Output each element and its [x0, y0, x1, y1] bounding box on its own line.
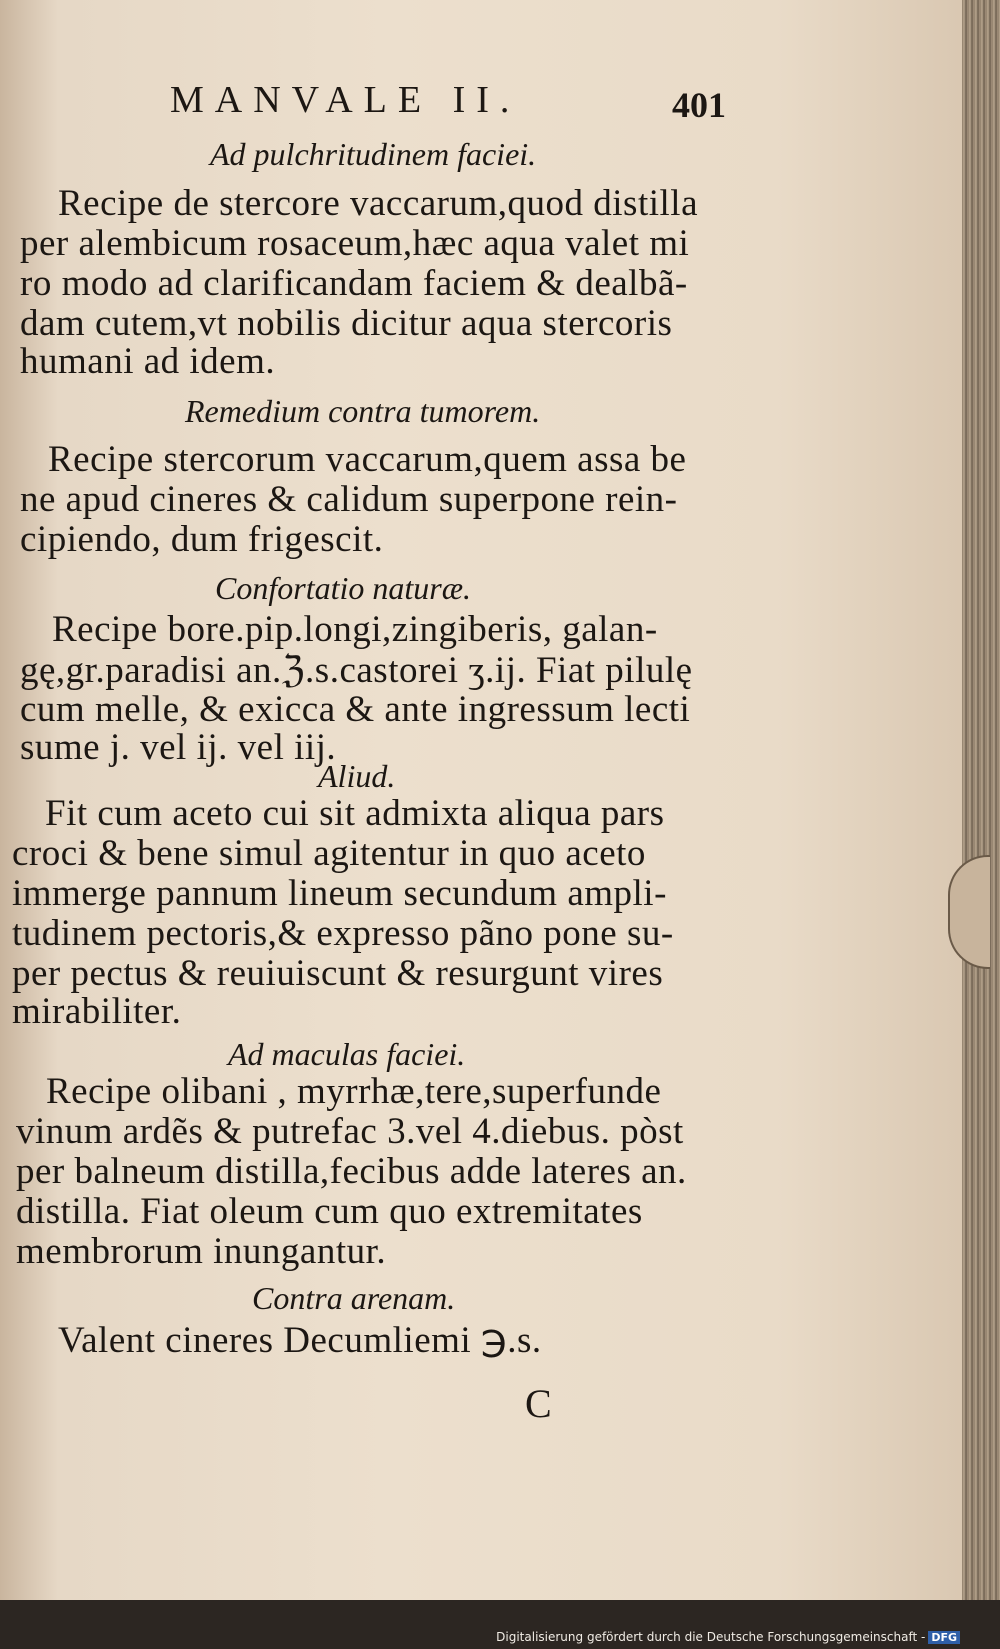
section-heading: Remedium contra tumorem. — [185, 393, 541, 429]
text-line: sume j. vel ij. vel iij. — [20, 727, 337, 768]
text-line: per balneum distilla,fecibus adde lateres an. — [16, 1151, 687, 1192]
text-line: Valent cineres Decumliemi ℈.s. — [58, 1320, 542, 1361]
text-line: membrorum inungantur. — [16, 1231, 387, 1272]
text-line: per alembicum rosaceum,hæc aqua valet mi — [20, 223, 690, 264]
text-line: Fit cum aceto cui sit admixta aliqua pars — [45, 793, 665, 834]
text-line: ro modo ad clarificandam faciem & dealbã- — [20, 263, 688, 304]
text-line: Recipe olibani , myrrhæ,tere,superfunde — [46, 1071, 662, 1112]
text-line: Recipe de stercore vaccarum,quod distilla — [58, 183, 698, 224]
text-line: cipiendo, dum frigescit. — [20, 519, 384, 560]
signature-mark: C — [525, 1381, 552, 1426]
section-heading: Ad maculas faciei. — [228, 1036, 466, 1072]
section-heading: Aliud. — [318, 758, 396, 794]
running-title: MANVALE II. — [170, 79, 521, 121]
text-line: distilla. Fiat oleum cum quo extremitates — [16, 1191, 643, 1232]
text-line: vinum ardẽs & putrefac 3.vel 4.diebus. pòst — [16, 1111, 684, 1152]
page-number: 401 — [672, 85, 726, 125]
text-line: cum melle, & exicca & ante ingressum lecti — [20, 689, 691, 730]
section-heading: Ad pulchritudinem faciei. — [210, 136, 537, 172]
section-heading: Contra arenam. — [252, 1280, 456, 1316]
page-edges — [962, 0, 1000, 1610]
section-heading: Confortatio naturæ. — [215, 570, 472, 606]
text-line: mirabiliter. — [12, 991, 182, 1032]
text-line: ne apud cineres & calidum superpone rein- — [20, 479, 678, 520]
text-line: gę,gr.paradisi an.ℨ.s.castorei ʒ.ij. Fiat pilulę — [20, 650, 693, 691]
text-line: dam cutem,vt nobilis dicitur aqua stercoris — [20, 303, 673, 344]
text-line: Recipe bore.pip.longi,zingiberis, galan- — [52, 609, 658, 650]
digitization-credit — [496, 1630, 960, 1644]
text-line: humani ad idem. — [20, 341, 276, 382]
text-line: per pectus & reuiuiscunt & resurgunt vires — [12, 953, 664, 994]
credit-text: Digitalisierung gefördert durch die Deutsche Forschungsgemeinschaft - — [496, 1630, 926, 1644]
text-line: Recipe stercorum vaccarum,quem assa be — [48, 439, 687, 480]
text-line: immerge pannum lineum secundum ampli- — [12, 873, 667, 914]
text-line: tudinem pectoris,& expresso pãno pone su- — [12, 913, 674, 954]
dfg-logo: DFG — [928, 1631, 960, 1644]
text-line: croci & bene simul agitentur in quo aceto — [12, 833, 646, 874]
